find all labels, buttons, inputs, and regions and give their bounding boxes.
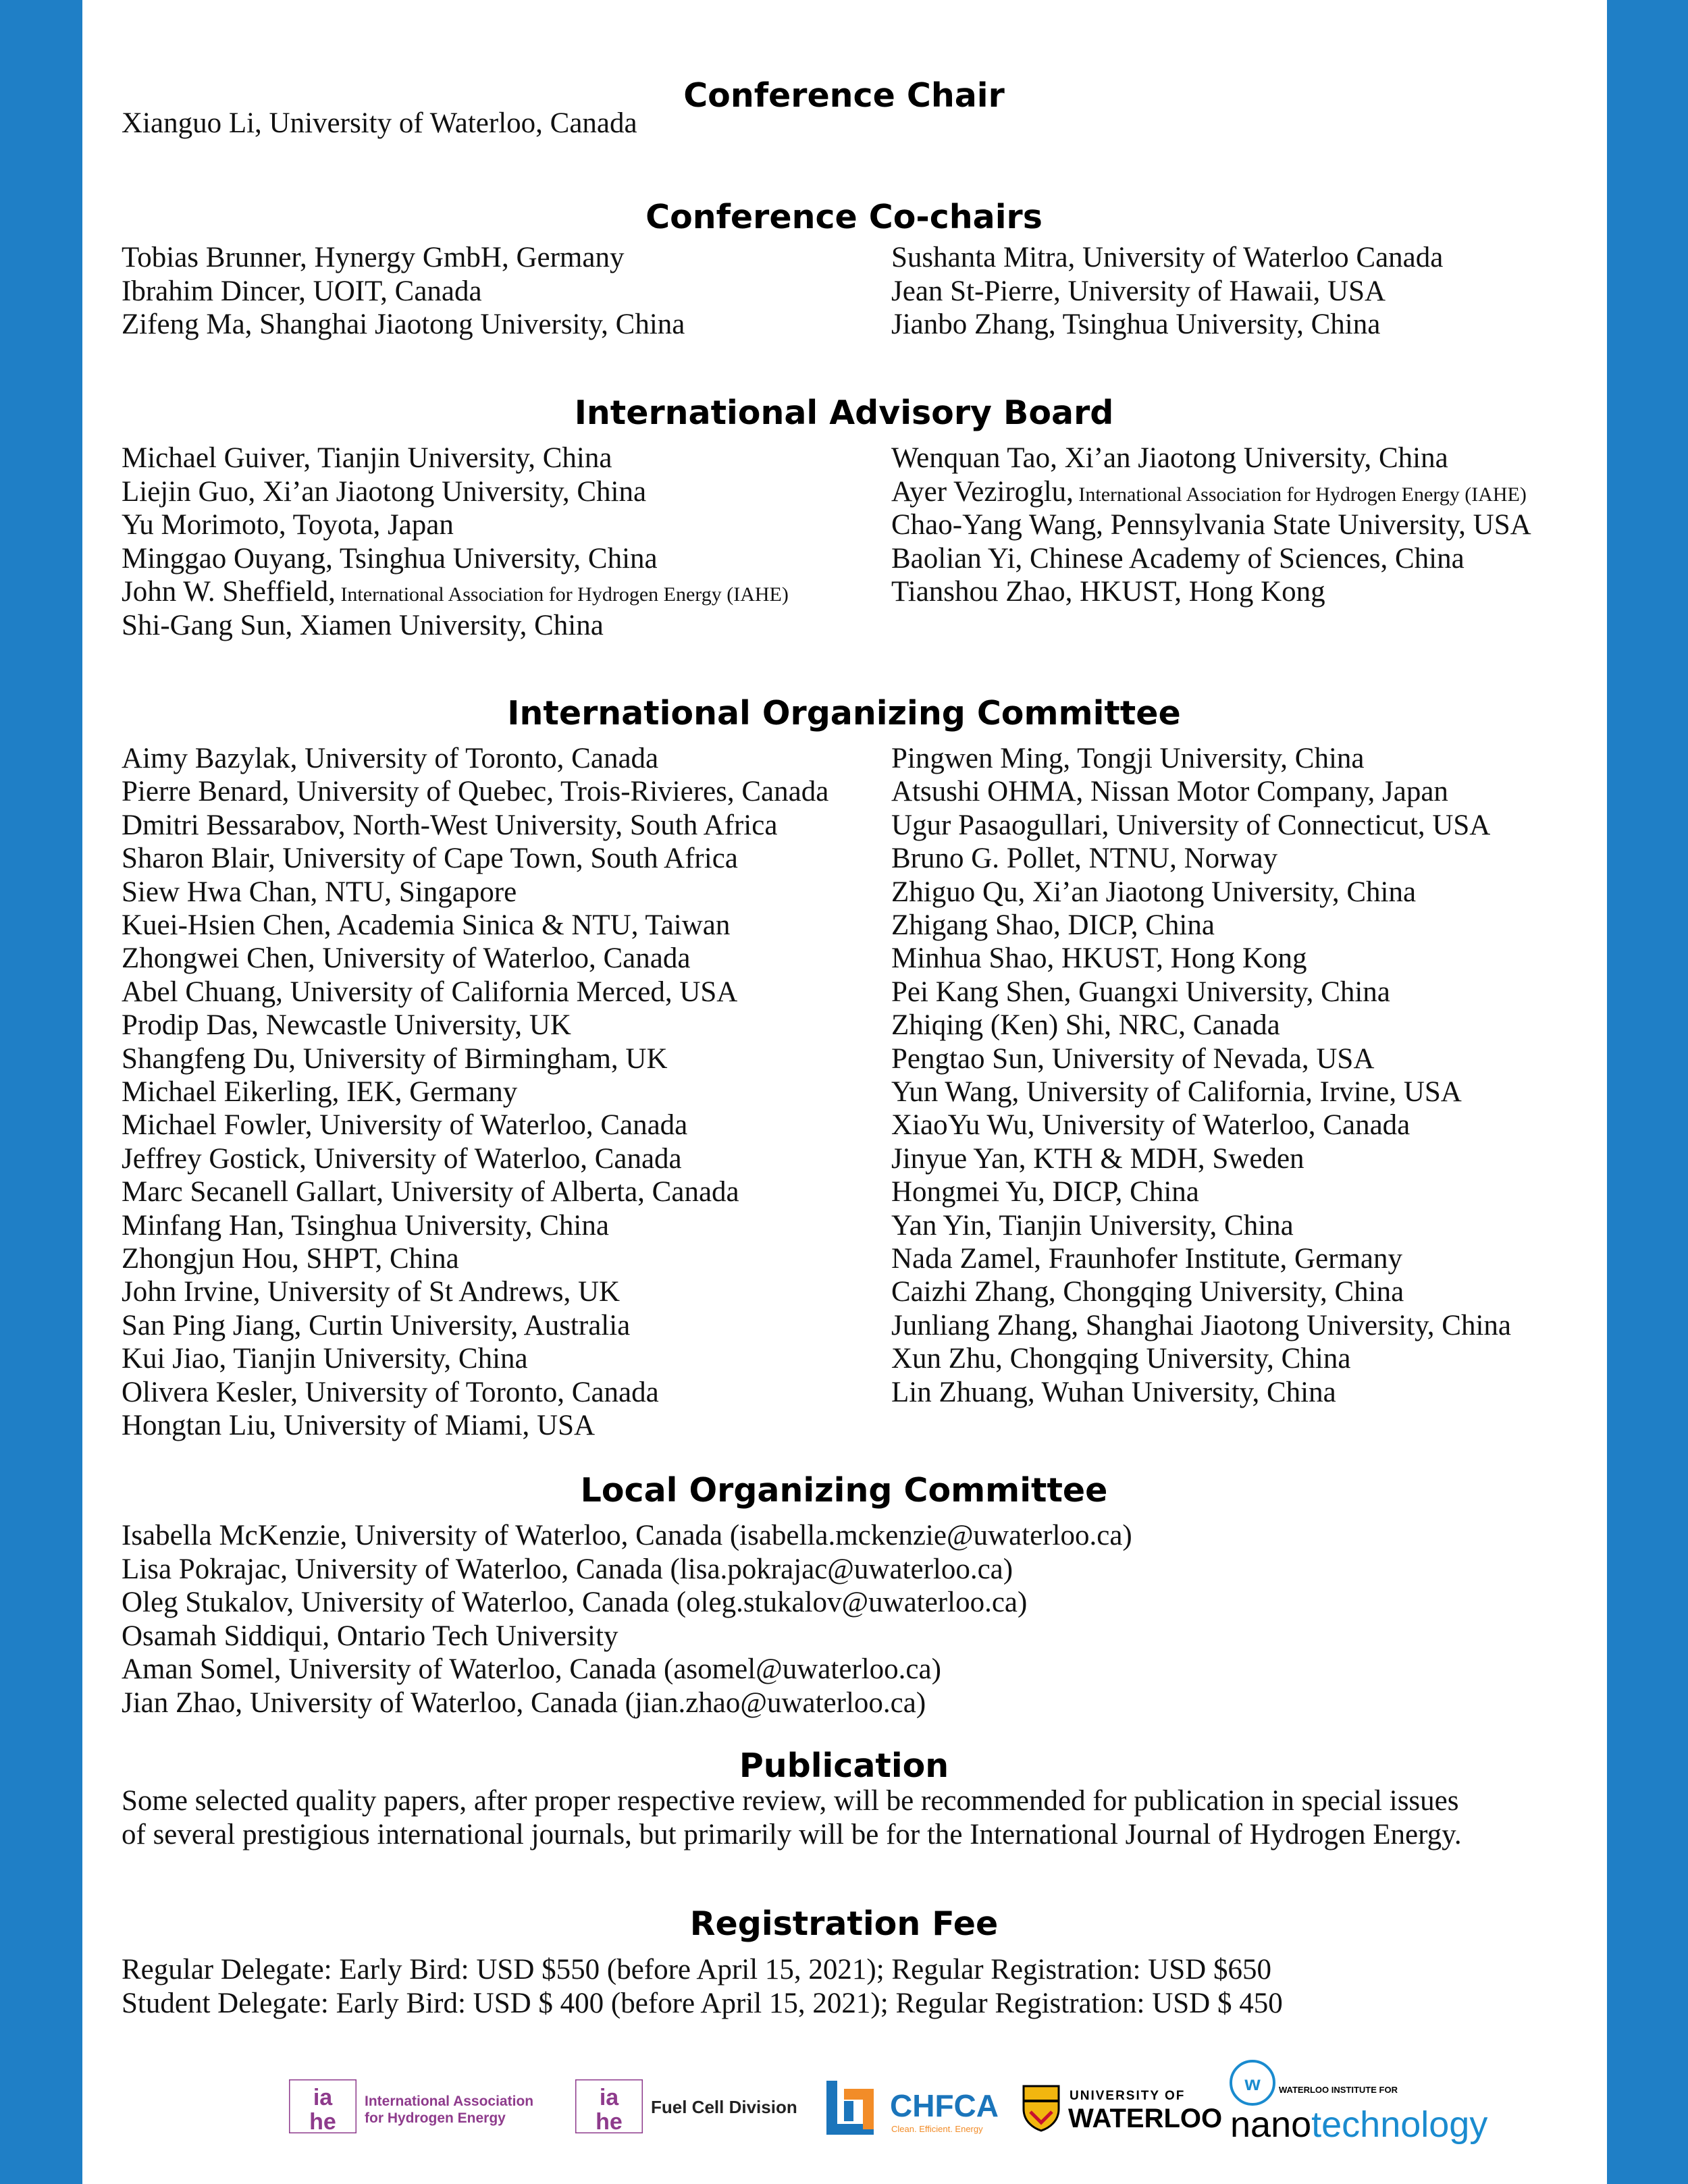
organizing-item bbox=[122, 1409, 595, 1443]
organizing-item-text: Sharon Blair, University of Cape Town, South Africa bbox=[122, 843, 738, 875]
organizing-item-text: Hongtan Liu, University of Miami, USA bbox=[122, 1410, 596, 1441]
organizing-item bbox=[891, 1275, 1404, 1309]
registration-line bbox=[122, 1987, 1283, 2021]
organizing-item-text: Kuei-Hsien Chen, Academia Sinica & NTU, Taiwan bbox=[122, 909, 731, 941]
organizing-item bbox=[891, 976, 1390, 1009]
cochair-item-text: Jean St-Pierre, University of Hawaii, USA bbox=[891, 275, 1386, 307]
organizing-item-text: Siew Hwa Chan, NTU, Singapore bbox=[122, 876, 517, 908]
organizing-item-text: Minfang Han, Tsinghua University, China bbox=[122, 1209, 609, 1242]
local-committee-item bbox=[122, 1653, 941, 1686]
organizing-item bbox=[891, 742, 1365, 776]
organizing-item bbox=[122, 942, 690, 976]
organizing-item-text: Yun Wang, University of California, Irvine, USA bbox=[891, 1076, 1462, 1108]
organizing-item-text: Zhiqing (Ken) Shi, NRC, Canada bbox=[891, 1009, 1280, 1042]
cochair-item bbox=[122, 241, 624, 275]
registration-line bbox=[122, 1953, 1271, 1987]
registration-heading: Registration Fee bbox=[689, 1905, 999, 1943]
organizing-item-text: Xun Zhu, Chongqing University, China bbox=[891, 1343, 1351, 1375]
organizing-item bbox=[122, 976, 737, 1009]
organizing-item-text: Atsushi OHMA, Nissan Motor Company, Japan bbox=[891, 776, 1448, 808]
organizing-item bbox=[122, 1342, 528, 1376]
organizing-item-text: Caizhi Zhang, Chongqing University, China bbox=[891, 1276, 1404, 1308]
organizing-item bbox=[891, 1009, 1280, 1042]
chfca-tagline: Clean. Efficient. Energy bbox=[891, 2124, 983, 2134]
advisory-item bbox=[891, 542, 1465, 576]
local-committee-item-text: Lisa Pokrajac, University of Waterloo, Canada (lisa.pokrajac@uwaterloo.ca) bbox=[122, 1553, 1013, 1585]
organizing-item-text: John Irvine, University of St Andrews, UK bbox=[122, 1276, 621, 1308]
organizing-item bbox=[891, 1042, 1374, 1076]
organizing-item bbox=[122, 1009, 571, 1042]
waterloo-logo-name: WATERLOO bbox=[1068, 2104, 1223, 2133]
waterloo-crest-icon bbox=[1022, 2085, 1060, 2132]
advisory-item-text: Minggao Ouyang, Tsinghua University, China bbox=[122, 542, 658, 575]
university-of-waterloo-logo[interactable] bbox=[1022, 2059, 1225, 2160]
svg-text:w: w bbox=[1244, 2073, 1261, 2095]
cochair-item-text: Jianbo Zhang, Tsinghua University, China bbox=[891, 309, 1381, 340]
local-committee-item-text: Jian Zhao, University of Waterloo, Canada (jian.zhao@uwaterloo.ca) bbox=[122, 1686, 926, 1719]
organizing-item-text: Olivera Kesler, University of Toronto, Canada bbox=[122, 1376, 659, 1408]
organizing-item-text: Shangfeng Du, University of Birmingham, UK bbox=[122, 1042, 668, 1075]
publication-line bbox=[122, 1818, 1462, 1852]
local-committee-item-text: Isabella McKenzie, University of Waterloo, Canada (isabella.mckenzie@uwaterloo.ca) bbox=[122, 1520, 1132, 1551]
advisory-item bbox=[891, 575, 1325, 609]
iahe-emblem-icon bbox=[289, 2079, 357, 2133]
win-emblem-icon bbox=[1229, 2059, 1276, 2106]
waterloo-logo-top-text: UNIVERSITY OF bbox=[1070, 2089, 1186, 2103]
iahe-logo-text: International Association for Hydrogen Energy bbox=[365, 2094, 534, 2126]
registration-line-text: Student Delegate: Early Bird: USD $ 400 (before April 15, 2021); Regular Registration: USD $ 450 bbox=[122, 1987, 1283, 2019]
local-committee-item-text: Osamah Siddiqui, Ontario Tech University bbox=[122, 1620, 618, 1652]
organizing-item-text: Minhua Shao, HKUST, Hong Kong bbox=[891, 942, 1307, 975]
advisory-item-text: Yu Morimoto, Toyota, Japan bbox=[122, 509, 454, 541]
local-committee-item bbox=[122, 1586, 1027, 1620]
advisory-item-text: Shi-Gang Sun, Xiamen University, China bbox=[122, 609, 604, 641]
right-side-bar bbox=[1607, 0, 1688, 2184]
local-committee-item-text: Oleg Stukalov, University of Waterloo, Canada (oleg.stukalov@uwaterloo.ca) bbox=[122, 1587, 1028, 1618]
organizing-item-text: Ugur Pasaogullari, University of Connecticut, USA bbox=[891, 809, 1491, 841]
advisory-item-text: Chao-Yang Wang, Pennsylvania State University, USA bbox=[891, 509, 1531, 541]
cochair-item-text: Zifeng Ma, Shanghai Jiaotong University, China bbox=[122, 309, 685, 340]
chfca-logo[interactable] bbox=[824, 2059, 1013, 2160]
fcd-logo-text: Fuel Cell Division bbox=[651, 2097, 797, 2117]
organizing-item-text: Zhongwei Chen, University of Waterloo, Canada bbox=[122, 942, 691, 975]
win-name-text bbox=[1230, 2104, 1487, 2146]
publication-line bbox=[122, 1784, 1458, 1818]
local-committee-item-text: Aman Somel, University of Waterloo, Canada (asomel@uwaterloo.ca) bbox=[122, 1653, 941, 1685]
organizing-item-text: Jinyue Yan, KTH & MDH, Sweden bbox=[891, 1142, 1304, 1175]
publication-line-text: of several prestigious international journals, but primarily will be for the International Journal of Hydrogen Energy. bbox=[122, 1818, 1462, 1850]
organizing-item bbox=[122, 1109, 687, 1142]
organizing-item-text: Michael Eikerling, IEK, Germany bbox=[122, 1076, 518, 1108]
organizing-item bbox=[122, 1209, 609, 1243]
organizing-item-text: Junliang Zhang, Shanghai Jiaotong University, China bbox=[891, 1309, 1512, 1341]
advisory-item bbox=[122, 609, 604, 643]
advisory-item-text: Wenquan Tao, Xi’an Jiaotong University, China bbox=[891, 442, 1448, 474]
local-committee-item bbox=[122, 1519, 1132, 1553]
cochair-item bbox=[122, 308, 685, 342]
organizing-item bbox=[122, 742, 658, 776]
organizing-item-text: Hongmei Yu, DICP, China bbox=[891, 1176, 1199, 1208]
advisory-item-text: Liejin Guo, Xi’an Jiaotong University, China bbox=[122, 475, 647, 508]
cochair-item-text: Tobias Brunner, Hynergy GmbH, Germany bbox=[122, 242, 625, 273]
organizing-item-text: Michael Fowler, University of Waterloo, Canada bbox=[122, 1109, 688, 1142]
organizing-item bbox=[122, 1309, 630, 1343]
advisory-item bbox=[122, 508, 454, 542]
organizing-item bbox=[122, 1075, 517, 1109]
left-side-bar bbox=[0, 0, 82, 2184]
cochair-item-text: Sushanta Mitra, University of Waterloo Canada bbox=[891, 242, 1444, 273]
chfca-emblem-icon bbox=[824, 2074, 885, 2148]
fuel-cell-division-logo[interactable] bbox=[575, 2059, 798, 2160]
organizing-item-text: Pengtao Sun, University of Nevada, USA bbox=[891, 1042, 1375, 1075]
publication-heading: Publication bbox=[739, 1747, 949, 1785]
cochair-item bbox=[891, 241, 1443, 275]
advisory-item-affiliation: International Association for Hydrogen Energy (IAHE) bbox=[1073, 483, 1527, 506]
cochair-item bbox=[891, 308, 1380, 342]
organizing-item-text: Abel Chuang, University of California Merced, USA bbox=[122, 976, 738, 1008]
iahe-logo[interactable] bbox=[289, 2059, 546, 2160]
organizing-item bbox=[122, 1242, 459, 1276]
advisory-item-text: Ayer Veziroglu, bbox=[891, 475, 1074, 508]
sponsor-logos bbox=[122, 2059, 1566, 2160]
organizing-item-text: Prodip Das, Newcastle University, UK bbox=[122, 1009, 571, 1042]
organizing-item bbox=[122, 1042, 668, 1076]
cochair-item-text: Ibrahim Dincer, UOIT, Canada bbox=[122, 275, 482, 307]
publication-line-text: Some selected quality papers, after proper respective review, will be recommended for publication in special issues bbox=[122, 1785, 1459, 1817]
advisory-item-text: Baolian Yi, Chinese Academy of Sciences, China bbox=[891, 542, 1465, 575]
organizing-item bbox=[891, 942, 1307, 976]
organizing-item bbox=[891, 1242, 1402, 1276]
advisory-board-heading: International Advisory Board bbox=[574, 394, 1114, 432]
organizing-item bbox=[122, 1376, 659, 1410]
organizing-item-text: Pierre Benard, University of Quebec, Trois-Rivieres, Canada bbox=[122, 776, 829, 808]
organizing-item bbox=[891, 1209, 1294, 1243]
organizing-item-text: Marc Secanell Gallart, University of Alberta, Canada bbox=[122, 1176, 739, 1208]
advisory-item bbox=[122, 575, 789, 612]
advisory-item-text: Michael Guiver, Tianjin University, China bbox=[122, 442, 612, 474]
organizing-item-text: San Ping Jiang, Curtin University, Australia bbox=[122, 1309, 631, 1341]
organizing-item bbox=[891, 1109, 1410, 1142]
organizing-item bbox=[122, 842, 738, 876]
cochair-item bbox=[122, 275, 482, 309]
fcd-emblem-icon bbox=[575, 2079, 643, 2133]
organizing-item bbox=[122, 775, 828, 809]
organizing-item bbox=[891, 1142, 1304, 1176]
advisory-item bbox=[891, 442, 1448, 475]
advisory-item bbox=[122, 442, 612, 475]
organizing-item-text: Nada Zamel, Fraunhofer Institute, Germany bbox=[891, 1243, 1403, 1275]
advisory-item bbox=[122, 542, 658, 576]
win-nano-text: nano bbox=[1230, 2104, 1312, 2145]
organizing-item bbox=[891, 1075, 1462, 1109]
svg-text:ia: ia bbox=[313, 2085, 333, 2110]
organizing-item bbox=[122, 909, 730, 942]
organizing-item bbox=[891, 1309, 1511, 1343]
svg-text:he: he bbox=[309, 2109, 336, 2133]
advisory-item-text: John W. Sheffield, bbox=[122, 576, 336, 608]
organizing-item-text: Kui Jiao, Tianjin University, China bbox=[122, 1343, 528, 1375]
organizing-item-text: Aimy Bazylak, University of Toronto, Canada bbox=[122, 743, 659, 774]
chfca-logo-text: CHFCA bbox=[890, 2088, 999, 2123]
organizing-item bbox=[891, 1175, 1199, 1209]
organizing-item-text: Pingwen Ming, Tongji University, China bbox=[891, 743, 1365, 774]
win-top-text: WATERLOO INSTITUTE FOR bbox=[1279, 2085, 1398, 2095]
organizing-item-text: Pei Kang Shen, Guangxi University, China bbox=[891, 976, 1390, 1008]
organizing-item bbox=[122, 809, 777, 843]
organizing-item-text: Bruno G. Pollet, NTNU, Norway bbox=[891, 843, 1278, 875]
organizing-item bbox=[122, 1142, 682, 1176]
waterloo-institute-nanotechnology-logo[interactable] bbox=[1229, 2059, 1488, 2160]
organizing-item bbox=[122, 1175, 739, 1209]
organizing-item-text: Jeffrey Gostick, University of Waterloo, Canada bbox=[122, 1142, 682, 1175]
svg-text:ia: ia bbox=[599, 2085, 619, 2110]
advisory-item bbox=[122, 475, 646, 509]
advisory-item-affiliation: International Association for Hydrogen Energy (IAHE) bbox=[335, 583, 789, 606]
organizing-item bbox=[122, 876, 517, 909]
registration-line-text: Regular Delegate: Early Bird: USD $550 (before April 15, 2021); Regular Registration: USD $650 bbox=[122, 1954, 1271, 1986]
advisory-item bbox=[891, 475, 1527, 512]
organizing-item bbox=[122, 1275, 620, 1309]
organizing-item-text: Zhongjun Hou, SHPT, China bbox=[122, 1243, 459, 1275]
organizing-item bbox=[891, 842, 1277, 876]
cochairs-heading: Conference Co-chairs bbox=[645, 198, 1043, 236]
local-committee-item bbox=[122, 1620, 618, 1653]
organizing-item bbox=[891, 775, 1448, 809]
organizing-item bbox=[891, 809, 1490, 843]
organizing-item-text: Lin Zhuang, Wuhan University, China bbox=[891, 1376, 1336, 1408]
organizing-item-text: Yan Yin, Tianjin University, China bbox=[891, 1209, 1294, 1242]
local-committee-item bbox=[122, 1553, 1013, 1587]
organizing-item-text: Dmitri Bessarabov, North-West University, South Africa bbox=[122, 809, 778, 841]
organizing-item-text: XiaoYu Wu, University of Waterloo, Canada bbox=[891, 1109, 1410, 1142]
organizing-item bbox=[891, 1342, 1350, 1376]
advisory-item-text: Tianshou Zhao, HKUST, Hong Kong bbox=[891, 576, 1325, 608]
svg-text:he: he bbox=[596, 2109, 623, 2133]
organizing-item bbox=[891, 876, 1416, 909]
conference-chair-heading: Conference Chair bbox=[683, 76, 1005, 115]
local-committee-heading: Local Organizing Committee bbox=[580, 1471, 1108, 1510]
organizing-item bbox=[891, 1376, 1336, 1410]
advisory-item bbox=[891, 508, 1531, 542]
win-technology-text: technology bbox=[1311, 2104, 1488, 2145]
conference-chair-name: Xianguo Li, University of Waterloo, Canada bbox=[122, 107, 637, 139]
local-committee-item bbox=[122, 1686, 926, 1720]
organizing-committee-heading: International Organizing Committee bbox=[507, 694, 1181, 733]
organizing-item-text: Zhigang Shao, DICP, China bbox=[891, 909, 1215, 941]
organizing-item-text: Zhiguo Qu, Xi’an Jiaotong University, China bbox=[891, 876, 1417, 908]
cochair-item bbox=[891, 275, 1386, 309]
organizing-item bbox=[891, 909, 1215, 942]
